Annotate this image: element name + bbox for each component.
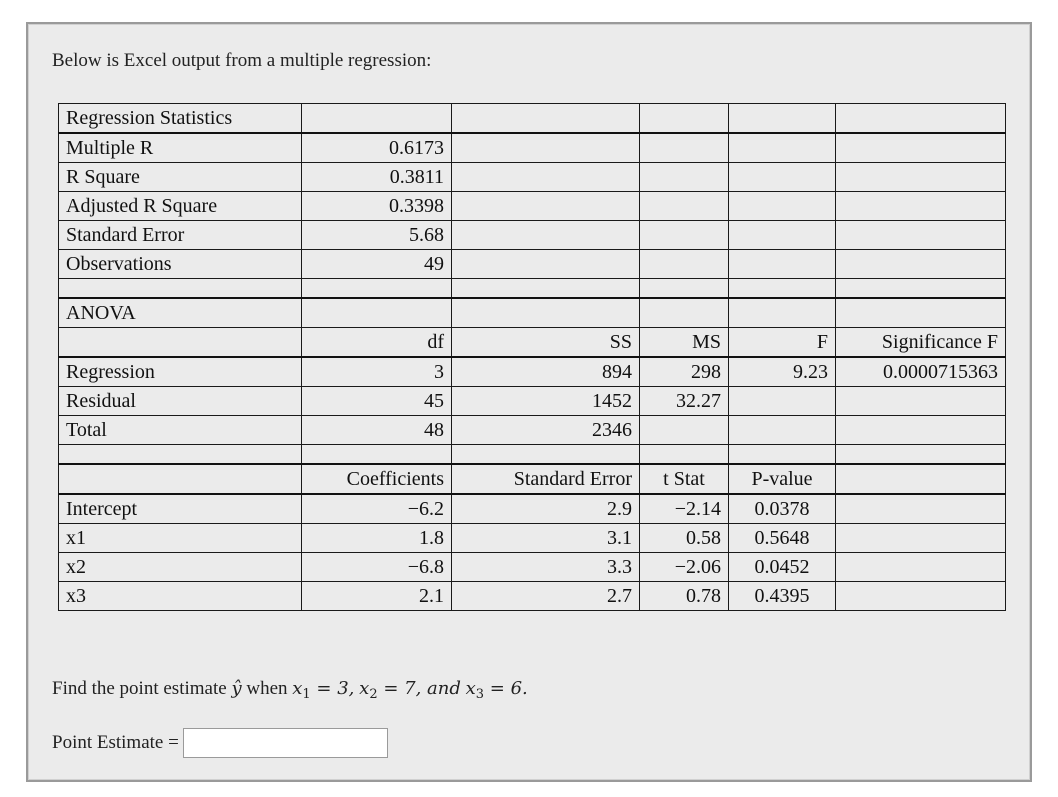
stat-label: Observations — [59, 250, 302, 279]
question-text — [52, 678, 528, 702]
anova-title-row — [59, 298, 1006, 328]
cell-ms — [640, 416, 729, 445]
regression-output-table — [58, 103, 1006, 611]
anova-title: ANOVA — [59, 298, 302, 328]
row-label: Residual — [59, 387, 302, 416]
cell-df: 3 — [302, 357, 452, 387]
cell-t-stat: 0.58 — [640, 524, 729, 553]
column-header: MS — [640, 328, 729, 358]
cell-coefficient: 2.1 — [302, 582, 452, 611]
cell-coefficient: −6.8 — [302, 553, 452, 582]
anova-header-row — [59, 328, 1006, 358]
cell-f — [729, 387, 836, 416]
question-when: when — [246, 678, 288, 699]
stat-value: 0.6173 — [302, 133, 452, 163]
intro-text: Below is Excel output from a multiple regression: — [52, 50, 432, 71]
x2-variable: $x_2$ — [359, 678, 378, 702]
y-hat-symbol: ŷ — [231, 678, 242, 699]
coefficient-row — [59, 553, 1006, 582]
stat-row — [59, 163, 1006, 192]
column-header: t Stat — [640, 464, 729, 494]
x3-variable: $x_3$ — [465, 678, 485, 702]
cell-p-value: 0.5648 — [729, 524, 836, 553]
cell-ss: 1452 — [452, 387, 640, 416]
answer-row — [52, 728, 388, 758]
row-label: Intercept — [59, 494, 302, 524]
anova-row — [59, 416, 1006, 445]
cell-coefficient: −6.2 — [302, 494, 452, 524]
point-estimate-input[interactable] — [183, 728, 388, 758]
cell-t-stat: −2.14 — [640, 494, 729, 524]
column-header: Coefficients — [302, 464, 452, 494]
spacer-row — [59, 279, 1006, 299]
column-header: F — [729, 328, 836, 358]
column-header: Significance F — [836, 328, 1006, 358]
stat-value: 49 — [302, 250, 452, 279]
question-panel — [26, 22, 1032, 782]
stat-label: R Square — [59, 163, 302, 192]
cell-ss: 2346 — [452, 416, 640, 445]
stat-label: Multiple R — [59, 133, 302, 163]
row-label: Total — [59, 416, 302, 445]
point-estimate-label: Point Estimate = — [52, 732, 179, 753]
cell-significance-f — [836, 416, 1006, 445]
cell-significance-f: 0.0000715363 — [836, 357, 1006, 387]
x3-value: = 6. — [484, 678, 528, 699]
stat-row — [59, 250, 1006, 279]
column-header: P-value — [729, 464, 836, 494]
cell-ms: 298 — [640, 357, 729, 387]
cell-p-value: 0.0378 — [729, 494, 836, 524]
spacer-row — [59, 445, 1006, 465]
cell-standard-error: 2.7 — [452, 582, 640, 611]
cell-f: 9.23 — [729, 357, 836, 387]
stat-label: Standard Error — [59, 221, 302, 250]
cell-coefficient: 1.8 — [302, 524, 452, 553]
stat-row — [59, 133, 1006, 163]
row-label: x3 — [59, 582, 302, 611]
stat-value: 5.68 — [302, 221, 452, 250]
stat-row — [59, 192, 1006, 221]
cell-standard-error: 2.9 — [452, 494, 640, 524]
stat-row — [59, 221, 1006, 250]
cell-df: 45 — [302, 387, 452, 416]
x1-value: = 3, — [310, 678, 355, 699]
coefficients-header-row — [59, 464, 1006, 494]
cell-standard-error: 3.3 — [452, 553, 640, 582]
cell-ms: 32.27 — [640, 387, 729, 416]
stat-value: 0.3811 — [302, 163, 452, 192]
column-header: Standard Error — [452, 464, 640, 494]
cell-t-stat: 0.78 — [640, 582, 729, 611]
cell-df: 48 — [302, 416, 452, 445]
cell-significance-f — [836, 387, 1006, 416]
coefficient-row — [59, 524, 1006, 553]
column-header: df — [302, 328, 452, 358]
cell-p-value: 0.4395 — [729, 582, 836, 611]
stat-value: 0.3398 — [302, 192, 452, 221]
row-label: x2 — [59, 553, 302, 582]
row-label: x1 — [59, 524, 302, 553]
x2-value: = 7, and — [377, 678, 461, 699]
cell-ss: 894 — [452, 357, 640, 387]
cell-t-stat: −2.06 — [640, 553, 729, 582]
cell-f — [729, 416, 836, 445]
regression-statistics-title: Regression Statistics — [59, 104, 302, 134]
cell-standard-error: 3.1 — [452, 524, 640, 553]
x1-variable: $x_1$ — [292, 678, 311, 702]
stat-label: Adjusted R Square — [59, 192, 302, 221]
regression-statistics-header-row — [59, 104, 1006, 134]
coefficient-row — [59, 494, 1006, 524]
row-label: Regression — [59, 357, 302, 387]
column-header: SS — [452, 328, 640, 358]
anova-row — [59, 357, 1006, 387]
anova-row — [59, 387, 1006, 416]
coefficient-row — [59, 582, 1006, 611]
question-prefix: Find the point estimate — [52, 678, 227, 699]
cell-p-value: 0.0452 — [729, 553, 836, 582]
